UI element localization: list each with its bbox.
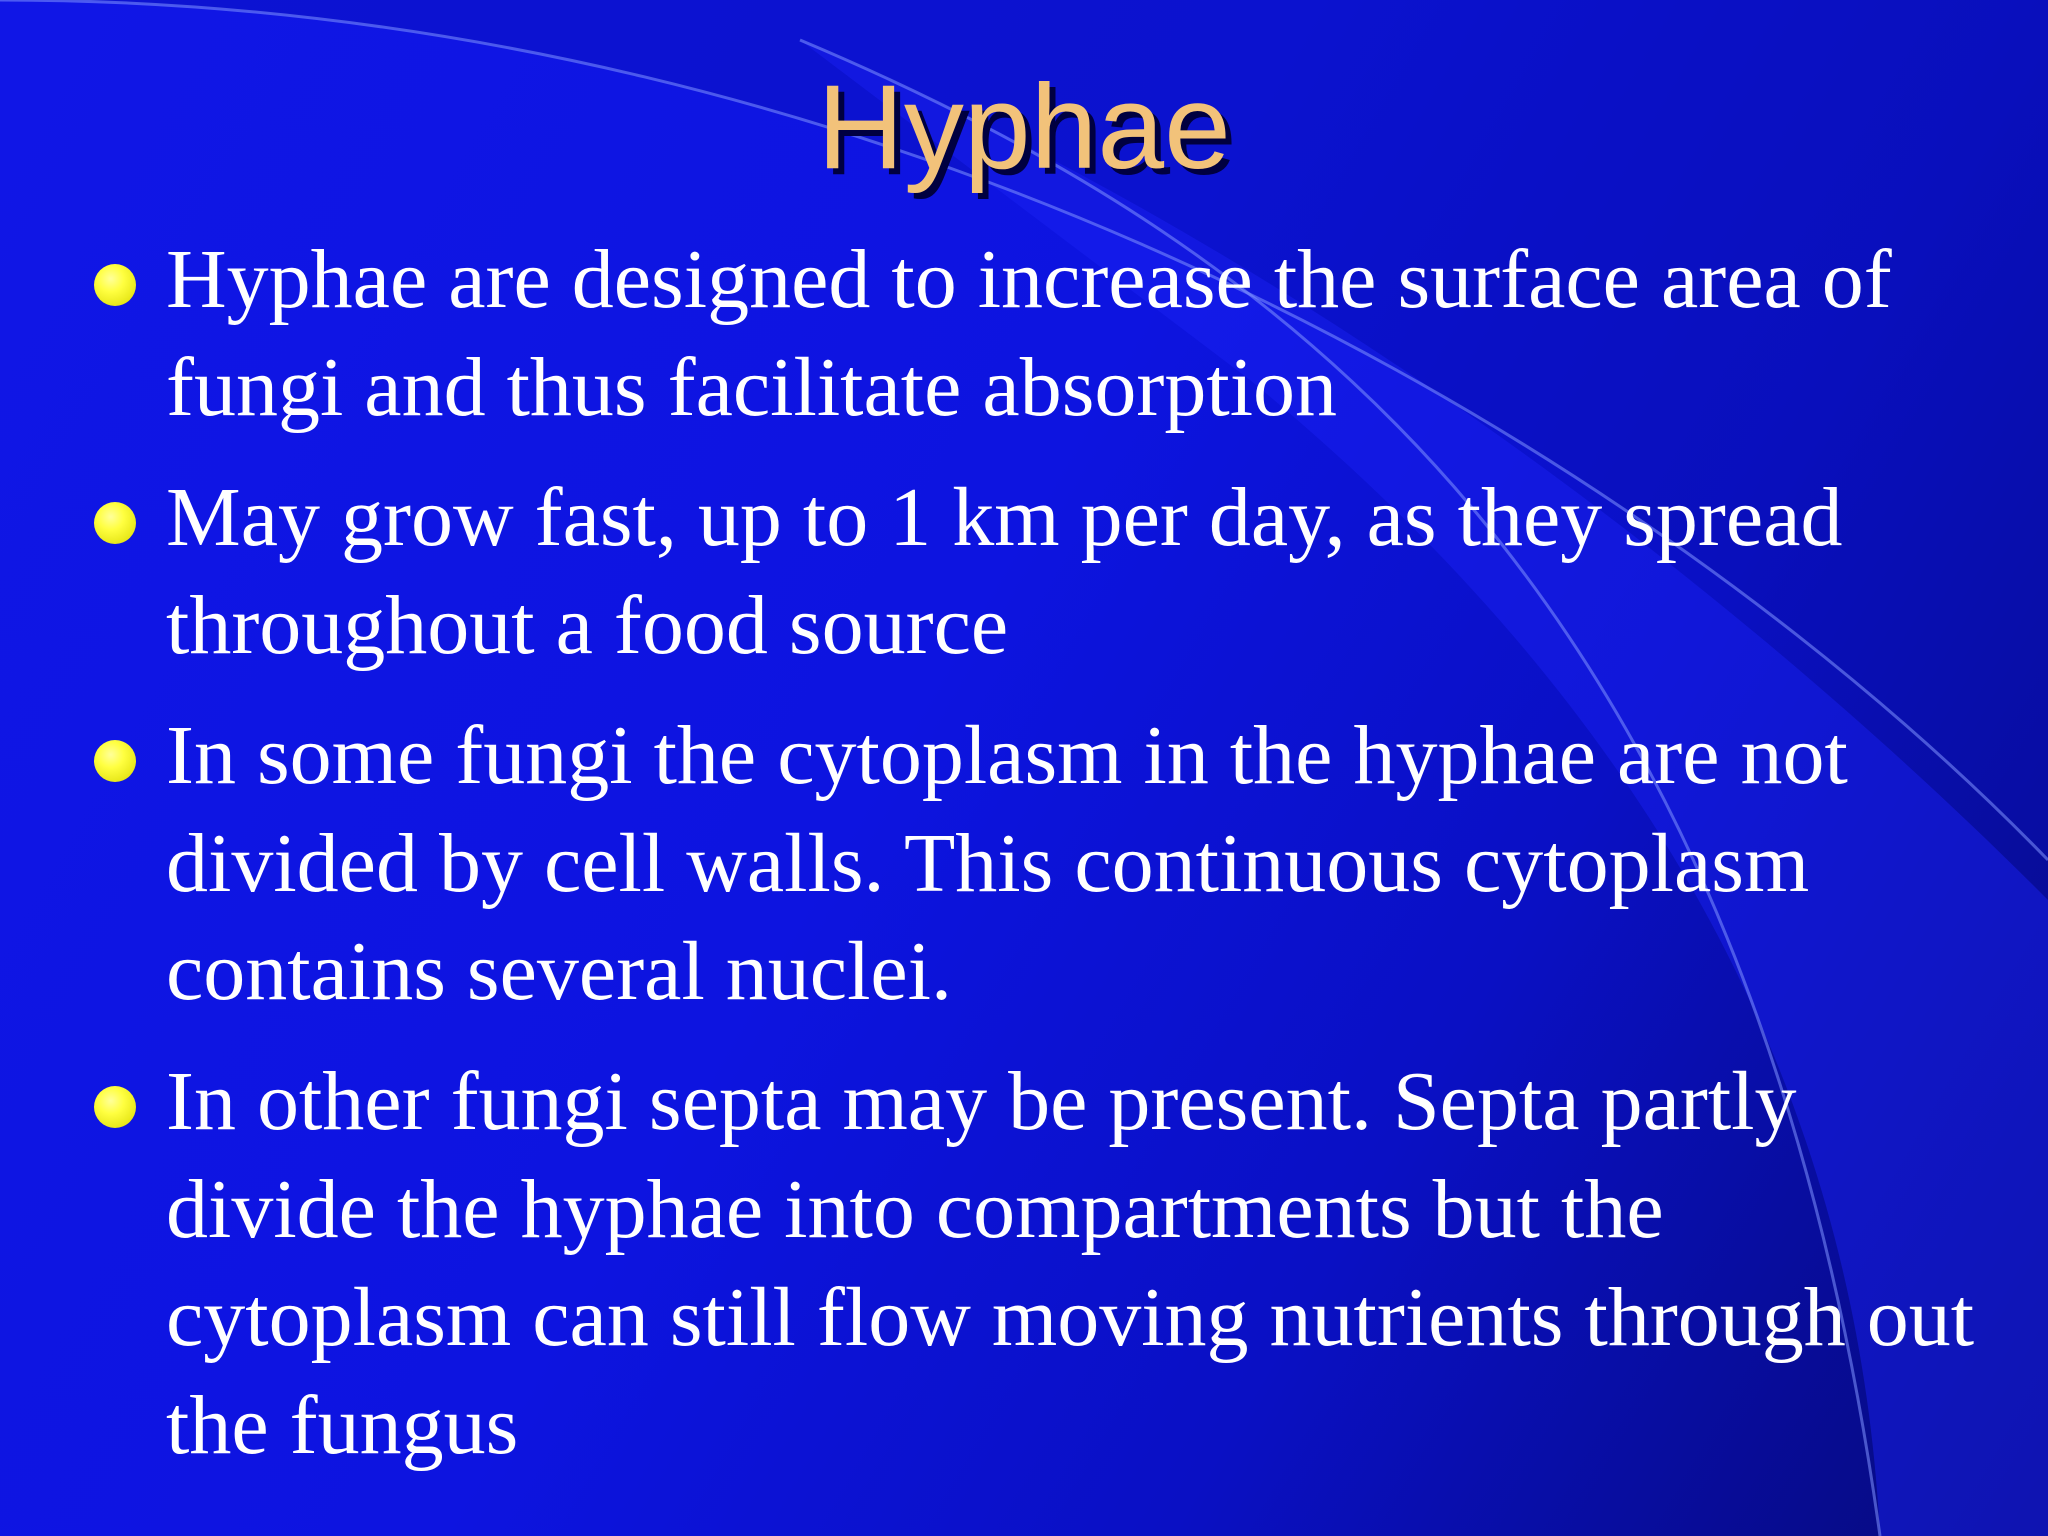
bullet-dot-icon: [94, 502, 136, 544]
bullet-text: In other fungi septa may be present. Septa partly divide the hyphae into compartments but the cytoplasm can still flow moving nutrients through out the fungus: [166, 1055, 1975, 1472]
bullet-item: [0, 702, 2048, 1026]
bullet-item: [0, 464, 2048, 680]
bullet-dot-icon: [94, 740, 136, 782]
bullet-text: May grow fast, up to 1 km per day, as they spread throughout a food source: [166, 471, 1843, 672]
slide-title: Hyphae: [817, 60, 1231, 194]
bullet-item: [0, 1048, 2048, 1480]
bullet-text: Hyphae are designed to increase the surface area of fungi and thus facilitate absorption: [166, 233, 1892, 434]
bullet-list: [0, 226, 2048, 1502]
bullet-dot-icon: [94, 1086, 136, 1128]
bullet-item: [0, 226, 2048, 442]
bullet-text: In some fungi the cytoplasm in the hyphae are not divided by cell walls. This continuous cytoplasm contains several nuclei.: [166, 709, 1848, 1018]
bullet-dot-icon: [94, 264, 136, 306]
